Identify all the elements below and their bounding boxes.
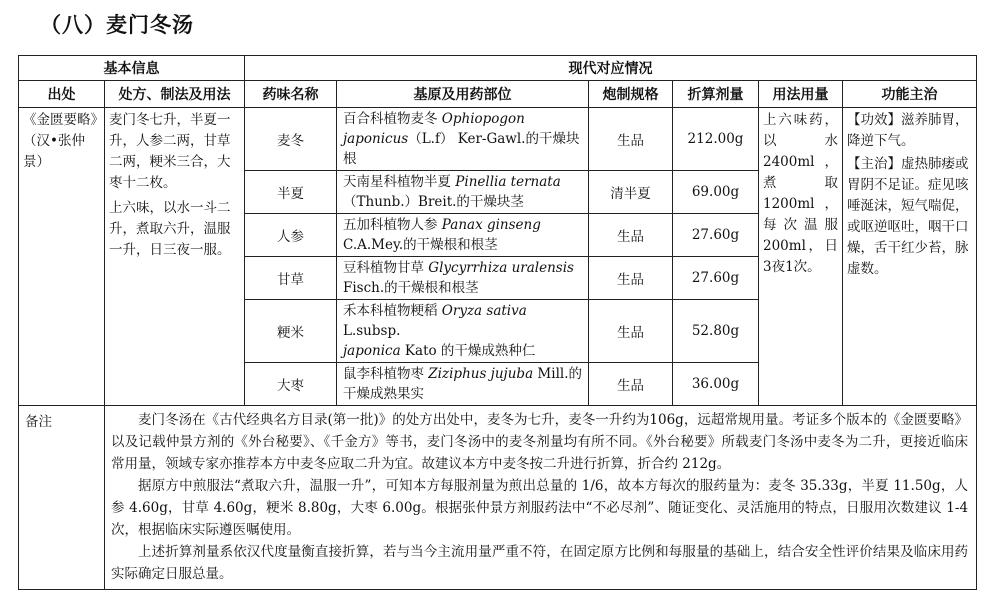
latin-name: Panax ginseng <box>441 217 541 233</box>
notes-paragraph: 上述折算剂量系依汉代度量衡直接折算，若与当今主流用量严重不符，在固定原方比例和每服量的基础上，结合安全性评价结果及临床用药实际确定日服总量。 <box>111 544 969 582</box>
latin-name: Oryza sativa <box>441 303 527 319</box>
usage-header: 用法用量 <box>759 81 843 108</box>
source-header: 出处 <box>19 81 105 108</box>
herb-processing: 清半夏 <box>589 171 673 214</box>
herb-origin <box>337 300 589 363</box>
herb-dose: 52.80g <box>673 300 759 363</box>
method-cell <box>105 108 245 406</box>
origin-text: Fisch.的干燥根和根茎 <box>343 280 479 296</box>
herb-processing: 生品 <box>589 214 673 257</box>
latin-name: Ziziphus jujuba <box>428 366 534 382</box>
origin-text: L.subsp. <box>343 323 401 339</box>
herb-name-header: 药味名称 <box>245 81 337 108</box>
origin-text: 百合科植物麦冬 <box>343 111 442 127</box>
notes-paragraph: 据原方中煎服法“煮取六升，温服一升”，可知本方每服剂量为煎出总量的 1/6，故本方每次的服药量为：麦冬 35.33g，半夏 11.50g，人参 4.60g，甘草 4.60g，粳米 8.80g，大枣 6.00g。根据张仲景方剂服药法中“不必尽剂”、随证变化、灵活施用的特点，日服用次数建议 1-4 次，根据临床实际遵医嘱使用。 <box>111 478 969 538</box>
notes-cell <box>105 406 977 590</box>
usage-text: 上六味药，以水2400ml，煮取1200ml，每次温服200ml，日3夜1次。 <box>763 112 838 275</box>
herb-dose: 27.60g <box>673 214 759 257</box>
dose-header: 折算剂量 <box>673 81 759 108</box>
modern-header: 现代对应情况 <box>245 56 977 81</box>
latin-name: japonica <box>343 343 401 359</box>
herb-name: 粳米 <box>245 300 337 363</box>
herb-processing: 生品 <box>589 257 673 300</box>
usage-cell <box>759 108 843 406</box>
method-header: 处方、制法及用法 <box>105 81 245 108</box>
origin-text: Kato 的干燥成熟种仁 <box>400 343 536 359</box>
herb-origin <box>337 257 589 300</box>
method-preparation: 上六味，以水一斗二升，煮取六升，温服一升，日三夜一服。 <box>109 200 231 258</box>
origin-text: C.A.Mey.的干燥根和根茎 <box>343 237 498 253</box>
origin-text: 天南星科植物半夏 <box>343 174 456 190</box>
formula-table <box>18 55 977 590</box>
function-efficacy: 【功效】滋养肺胃，降逆下气。 <box>847 112 969 149</box>
function-cell <box>843 108 977 406</box>
origin-text: 豆科植物甘草 <box>343 260 429 276</box>
herb-processing: 生品 <box>589 363 673 406</box>
herb-name: 半夏 <box>245 171 337 214</box>
herb-origin <box>337 363 589 406</box>
herb-row <box>19 108 977 171</box>
origin-header: 基原及用药部位 <box>337 81 589 108</box>
herb-name: 人参 <box>245 214 337 257</box>
origin-text: （L.f） Ker-Gawl.的干燥块根 <box>343 131 580 167</box>
herb-processing: 生品 <box>589 300 673 363</box>
herb-origin <box>337 171 589 214</box>
origin-text: 五加科植物人参 <box>343 217 442 233</box>
herb-dose: 69.00g <box>673 171 759 214</box>
function-header: 功能主治 <box>843 81 977 108</box>
herb-name: 麦冬 <box>245 108 337 171</box>
notes-row <box>19 406 977 590</box>
basic-info-header: 基本信息 <box>19 56 245 81</box>
herb-name: 大枣 <box>245 363 337 406</box>
herb-origin <box>337 214 589 257</box>
notes-paragraph: 麦门冬汤在《古代经典名方目录(第一批)》的处方出处中，麦冬为七升，麦冬一升约为106g，远超常规用量。考证多个版本的《金匮要略》以及记载仲景方剂的《外台秘要》、《千金方》等书，麦门冬汤中的麦冬剂量均有所不同。《外台秘要》所载麦门冬汤中麦冬为二升，更接近临床常用量，领域专家亦推荐本方中麦冬应取二升为宜。故建议本方中麦冬按二升进行折算，折合约 212g。 <box>111 412 969 472</box>
source-cell <box>19 108 105 406</box>
herb-processing: 生品 <box>589 108 673 171</box>
herb-dose: 36.00g <box>673 363 759 406</box>
herb-name: 甘草 <box>245 257 337 300</box>
latin-name: Ophiopogon japonicus <box>343 111 525 147</box>
origin-text: 禾本科植物粳稻 <box>343 303 442 319</box>
origin-text: 鼠李科植物枣 <box>343 366 429 382</box>
method-ingredients: 麦门冬七升，半夏一升，人参二两，甘草二两，粳米三合，大枣十二枚。 <box>109 112 231 191</box>
origin-text: （Thunb.）Breit.的干燥块茎 <box>343 194 524 210</box>
herb-origin <box>337 108 589 171</box>
source-text: 《金匮要略》（汉•张仲景） <box>23 112 98 170</box>
herb-dose: 27.60g <box>673 257 759 300</box>
origin-text: Mill.的干燥成熟果实 <box>343 366 582 402</box>
notes-label: 备注 <box>19 406 105 590</box>
function-indications: 【主治】虚热肺痿或胃阴不足证。症见咳唾涎沫，短气喘促，或呕逆呕吐，咽干口燥，舌干红少苔，脉虚数。 <box>847 156 969 277</box>
latin-name: Pinellia ternata <box>455 174 561 190</box>
processing-header: 炮制规格 <box>589 81 673 108</box>
page-title: （八）麦门冬汤 <box>40 13 194 37</box>
latin-name: Glycyrrhiza uralensis <box>428 260 574 276</box>
herb-dose: 212.00g <box>673 108 759 171</box>
